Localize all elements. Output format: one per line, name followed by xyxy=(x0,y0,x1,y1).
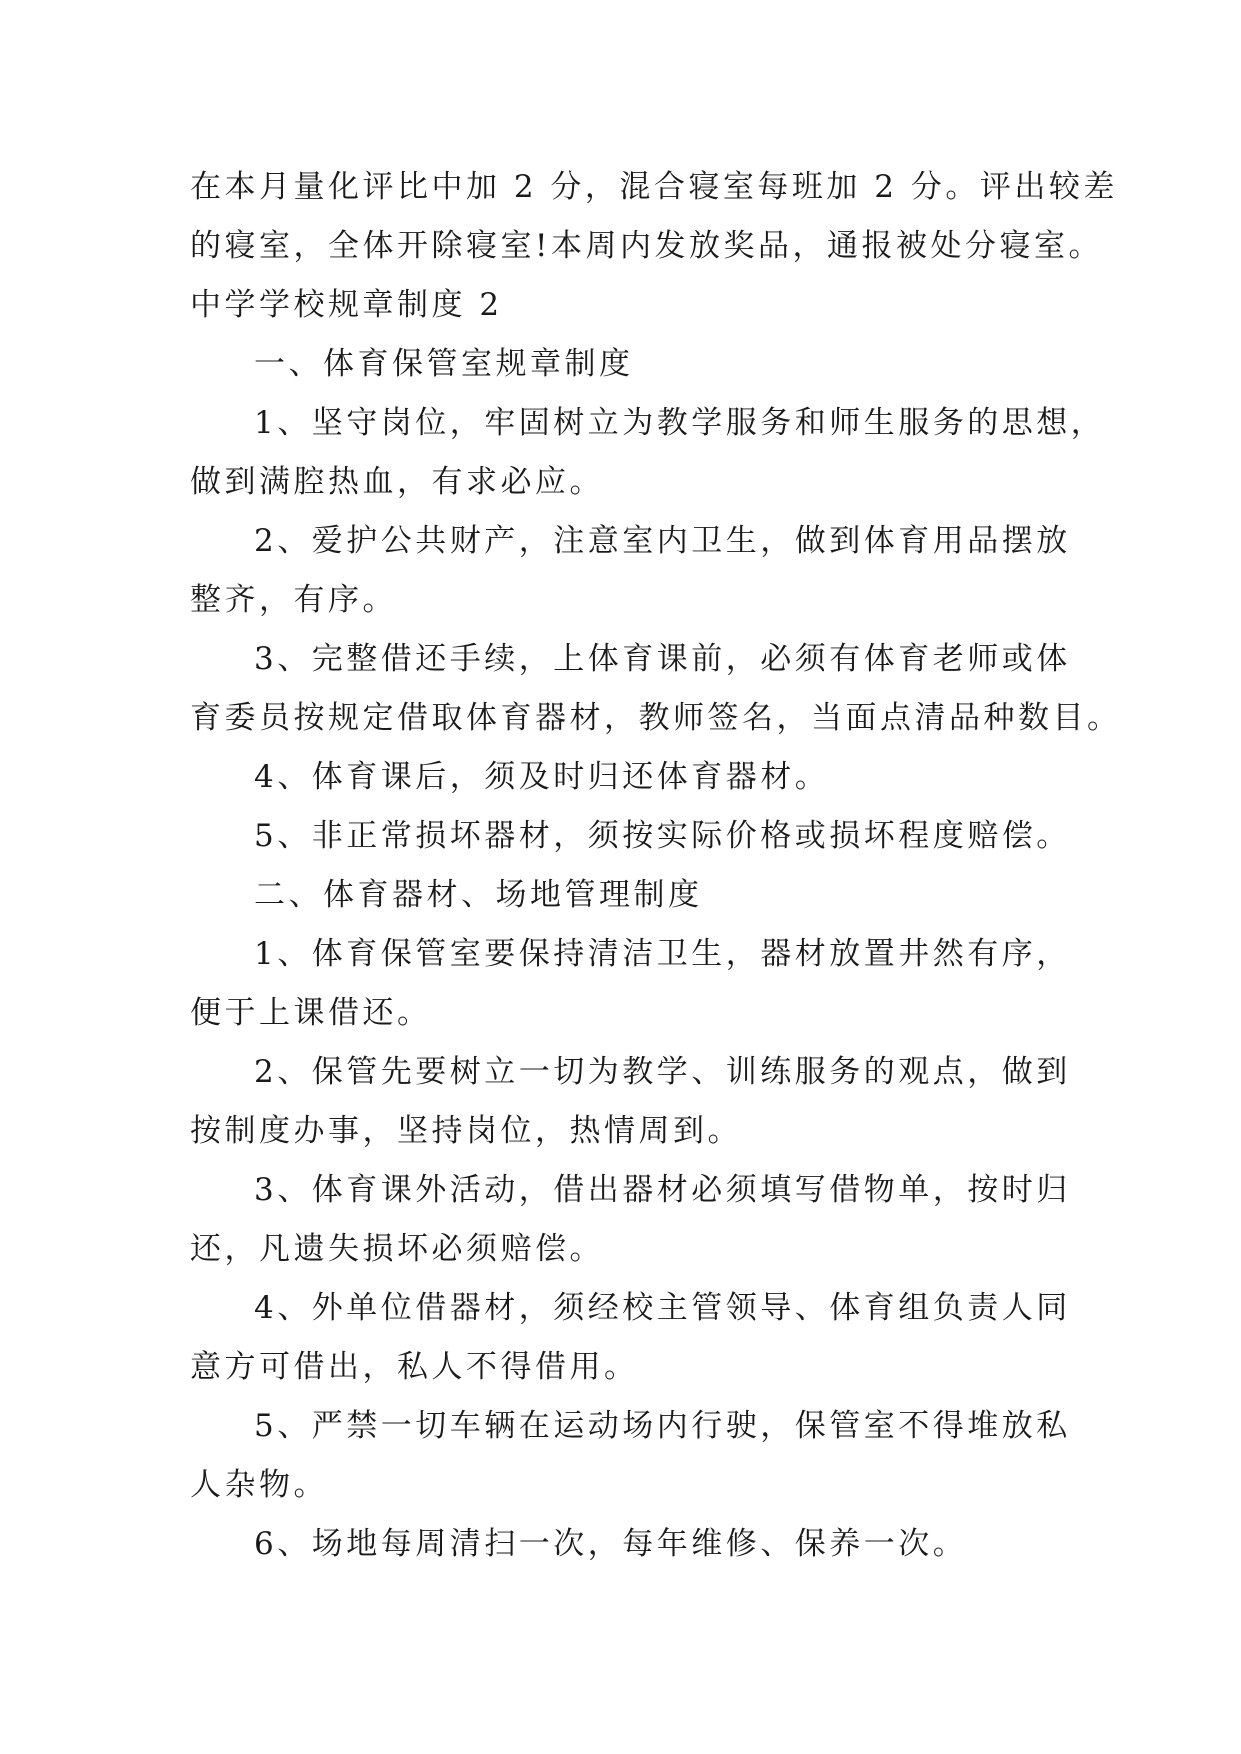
text-line: 2、保管先要树立一切为教学、训练服务的观点，做到 xyxy=(254,1054,1071,1090)
text-line: 3、体育课外活动，借出器材必须填写借物单，按时归 xyxy=(254,1172,1071,1208)
section-title: 中学学校规章制度 2 xyxy=(190,287,503,323)
text-line: 整齐，有序。 xyxy=(190,582,397,618)
subsection-heading: 一、体育保管室规章制度 xyxy=(254,346,634,382)
text-line: 2、爱护公共财产，注意室内卫生，做到体育用品摆放 xyxy=(254,523,1071,559)
text-line: 便于上课借还。 xyxy=(190,995,432,1031)
text-line: 5、严禁一切车辆在运动场内行驶，保管室不得堆放私 xyxy=(254,1408,1071,1444)
text-line: 意方可借出，私人不得借用。 xyxy=(190,1349,639,1385)
document-body xyxy=(190,158,1122,1574)
text-line: 人杂物。 xyxy=(190,1467,328,1503)
text-line: 3、完整借还手续，上体育课前，必须有体育老师或体 xyxy=(254,641,1071,677)
text-line: 做到满腔热血，有求必应。 xyxy=(190,464,604,500)
text-line: 5、非正常损坏器材，须按实际价格或损坏程度赔偿。 xyxy=(254,818,1071,854)
text-line: 1、坚守岗位，牢固树立为教学服务和师生服务的思想， xyxy=(254,405,1106,441)
text-line: 4、体育课后，须及时归还体育器材。 xyxy=(254,759,830,795)
text-line: 育委员按规定借取体育器材，教师签名，当面点清品种数目。 xyxy=(190,700,1122,736)
text-line: 还，凡遗失损坏必须赔偿。 xyxy=(190,1231,604,1267)
text-line: 在本月量化评比中加 2 分，混合寝室每班加 2 分。评出较差 xyxy=(190,169,1118,205)
text-line: 4、外单位借器材，须经校主管领导、体育组负责人同 xyxy=(254,1290,1071,1326)
text-line: 的寝室，全体开除寝室!本周内发放奖品，通报被处分寝室。 xyxy=(190,228,1103,264)
text-line: 1、体育保管室要保持清洁卫生，器材放置井然有序， xyxy=(254,936,1071,972)
text-line: 按制度办事，坚持岗位，热情周到。 xyxy=(190,1113,742,1149)
text-line: 6、场地每周清扫一次，每年维修、保养一次。 xyxy=(254,1526,968,1562)
subsection-heading: 二、体育器材、场地管理制度 xyxy=(254,877,703,913)
